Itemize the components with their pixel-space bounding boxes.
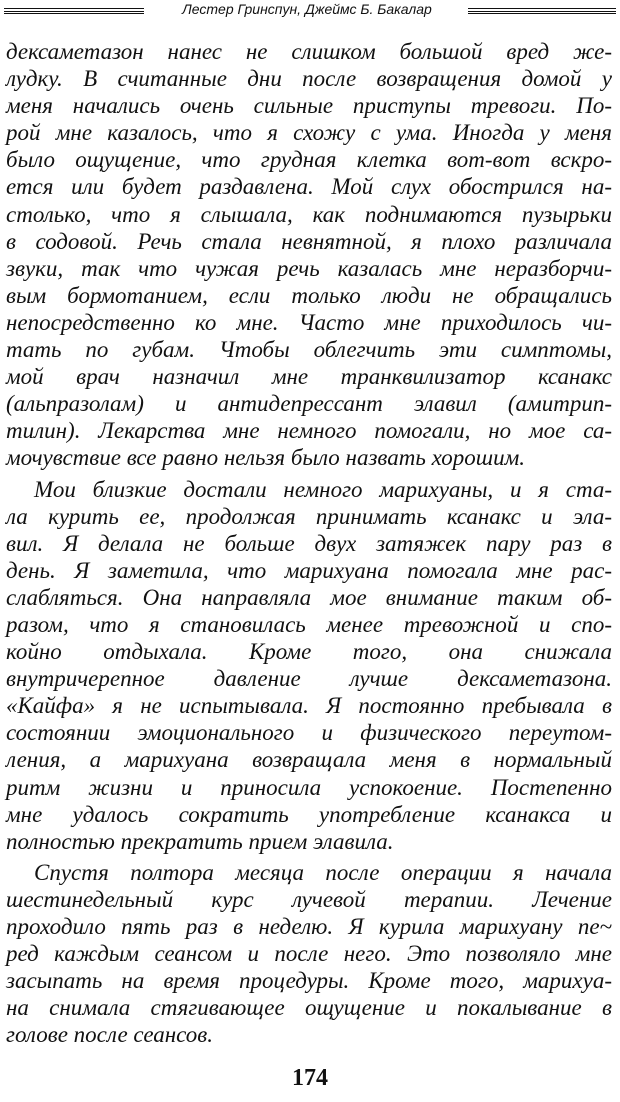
text-line: мой врач назначил мне транквилизатор ксанакс [6,364,612,390]
text-line: разом, что я становилась менее тревожной и спо- [6,611,612,637]
text-line: мне удалось сократить употребление ксанакса и [6,801,612,827]
text-line: «Кайфа» я не испытывала. Я постоянно пребывала в [6,693,612,719]
text-line: звуки, так что чужая речь казалась мне неразборчи- [6,255,612,281]
running-title: Лестер Гринспун, Джеймс Б. Бакалар [182,1,432,17]
text-line: лудку. В считанные дни после возвращения домой у [6,66,612,92]
text-line: слабляться. Она направляла мое внимание таким об- [6,584,612,610]
running-header [0,0,620,22]
page-body [6,38,612,1048]
text-line: ления, а марихуана возвращала меня в нормальный [6,747,612,773]
text-line: ла курить ее, продолжая принимать ксанакс и эла- [6,503,612,529]
paragraph [6,476,612,855]
header-rule-right-thin [468,13,616,14]
header-rule-left [4,8,144,12]
text-line: койно отдыхала. Кроме того, она снижала [6,639,612,665]
text-line: ритм жизни и приносила успокоение. Постепенно [6,774,612,800]
text-line: ред каждым сеансом и после него. Это позволяло мне [6,941,612,967]
text-line: Спустя полтора месяца после операции я начала [34,859,612,885]
text-line: вым бормотанием, если только люди не обращались [6,282,612,308]
text-line: тилин). Лекарства мне немного помогали, но мое са- [6,418,612,444]
text-line: засыпать на время процедуры. Кроме того, марихуа- [6,968,612,994]
text-line: голове после сеансов. [6,1022,214,1048]
text-line: полностью прекратить прием элавила. [6,828,394,854]
text-line: в содовой. Речь стала невнятной, я плохо различала [6,228,612,254]
text-line: столько, что я слышала, как поднимаются пузырьки [6,201,612,227]
header-rule-right [468,8,616,12]
paragraph [6,38,612,472]
text-line: было ощущение, что грудная клетка вот-вот вскро- [6,147,612,173]
text-line: непосредственно ко мне. Часто мне приходилось чи- [6,309,612,335]
page-number: 174 [292,1065,328,1091]
text-line: Мои близкие достали немного марихуаны, и я ста- [34,476,612,502]
text-line: вил. Я делала не больше двух затяжек пару раз в [6,530,612,556]
text-line: мочувствие все равно нельзя было назвать хорошим. [6,445,526,471]
text-line: тать по губам. Чтобы облегчить эти симптомы, [6,337,612,363]
text-line: проходило пять раз в неделю. Я курила марихуану пе~ [6,914,612,939]
text-line: (альпразолам) и антидепрессант элавил (амитрип- [6,391,612,417]
text-line: меня начались очень сильные приступы тревоги. По- [6,93,612,119]
text-line: ется или будет раздавлена. Мой слух обострился на- [6,174,612,200]
text-line: шестинедельный курс лучевой терапии. Лечение [6,886,612,912]
text-line: рой мне казалось, что я схожу с ума. Иногда у меня [6,120,612,146]
text-line: состоянии эмоционального и физического переутом- [6,720,612,746]
text-line: день. Я заметила, что марихуана помогала мне рас- [6,557,612,583]
header-rule-left-thin [4,13,144,14]
text-line: внутричерепное давление лучше дексаметазона. [6,666,612,692]
text-line: на снимала стягивающее ощущение и покалывание в [6,995,612,1021]
paragraph [6,859,612,1049]
text-line: дексаметазон нанес не слишком большой вред же- [6,39,612,64]
